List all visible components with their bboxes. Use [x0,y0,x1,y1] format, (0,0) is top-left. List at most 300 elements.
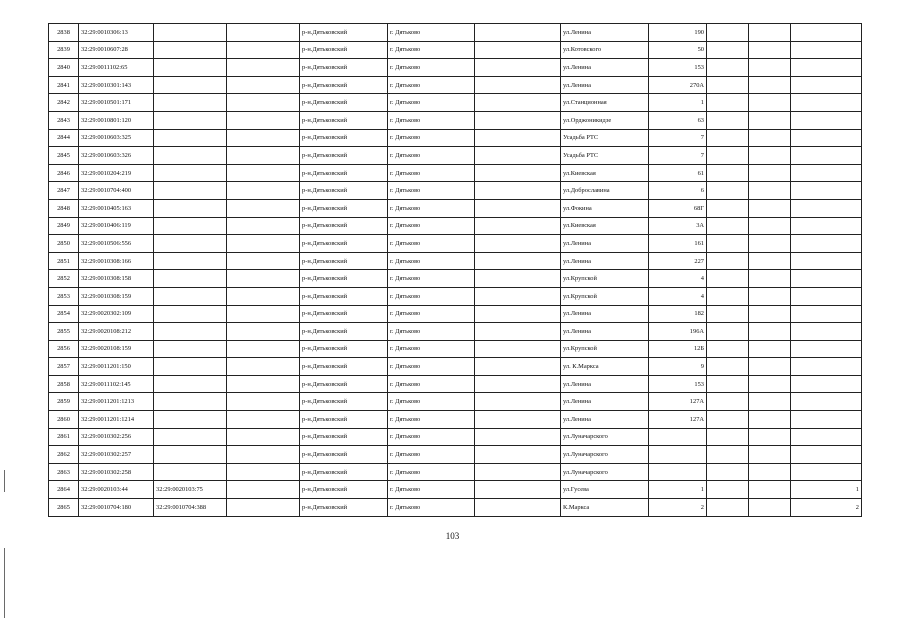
last-column-cell [791,164,862,182]
empty-cell [227,393,300,411]
cadastral-number-cell: 32:29:0010308:159 [79,287,154,305]
empty-cell [749,76,791,94]
empty-cell [227,428,300,446]
related-cadastral-cell [154,147,227,165]
last-column-cell [791,358,862,376]
district-cell: р-н.Дятьковский [300,287,388,305]
empty-cell [707,340,749,358]
empty-cell [475,217,561,235]
empty-cell [475,199,561,217]
house-number-cell: 153 [649,375,707,393]
cadastral-number-cell: 32:29:0020302:109 [79,305,154,323]
row-number-cell: 2842 [49,94,79,112]
street-cell: ул.Фокина [561,199,649,217]
last-column-cell [791,24,862,42]
empty-cell [749,164,791,182]
house-number-cell: 68Г [649,199,707,217]
row-number-cell: 2865 [49,499,79,517]
last-column-cell [791,340,862,358]
row-number-cell: 2858 [49,375,79,393]
empty-cell [749,340,791,358]
empty-cell [227,375,300,393]
street-cell: ул.Ленина [561,59,649,77]
empty-cell [227,446,300,464]
related-cadastral-cell [154,164,227,182]
street-cell: ул.Ленина [561,375,649,393]
house-number-cell: 2 [649,499,707,517]
cadastral-number-cell: 32:29:0010302:257 [79,446,154,464]
row-number-cell: 2841 [49,76,79,94]
empty-cell [749,375,791,393]
district-cell: р-н.Дятьковский [300,428,388,446]
town-cell: г. Дятьково [388,358,475,376]
cadastral-number-cell: 32:29:0011102:65 [79,59,154,77]
empty-cell [475,323,561,341]
last-column-cell [791,182,862,200]
row-number-cell: 2859 [49,393,79,411]
related-cadastral-cell [154,446,227,464]
house-number-cell: 127А [649,411,707,429]
last-column-cell [791,393,862,411]
empty-cell [475,463,561,481]
empty-cell [475,428,561,446]
last-column-cell [791,94,862,112]
cadastral-number-cell: 32:29:0010405:163 [79,199,154,217]
table-row [49,393,862,411]
row-number-cell: 2847 [49,182,79,200]
district-cell: р-н.Дятьковский [300,499,388,517]
cadastral-number-cell: 32:29:0010506:556 [79,235,154,253]
row-number-cell: 2848 [49,199,79,217]
empty-cell [749,323,791,341]
cadastral-number-cell: 32:29:0010204:219 [79,164,154,182]
empty-cell [707,323,749,341]
empty-cell [749,252,791,270]
town-cell: г. Дятьково [388,94,475,112]
last-column-cell [791,463,862,481]
empty-cell [475,270,561,288]
table-row [49,428,862,446]
town-cell: г. Дятьково [388,305,475,323]
related-cadastral-cell [154,182,227,200]
cadastral-number-cell: 32:29:0020108:159 [79,340,154,358]
related-cadastral-cell: 32:29:0020103:75 [154,481,227,499]
related-cadastral-cell: 32:29:0010704:388 [154,499,227,517]
last-column-cell [791,111,862,129]
row-number-cell: 2854 [49,305,79,323]
last-column-cell [791,199,862,217]
town-cell: г. Дятьково [388,340,475,358]
street-cell: К.Маркса [561,499,649,517]
empty-cell [749,24,791,42]
house-number-cell: 153 [649,59,707,77]
related-cadastral-cell [154,76,227,94]
empty-cell [749,59,791,77]
last-column-cell [791,252,862,270]
empty-cell [475,235,561,253]
empty-cell [475,446,561,464]
last-column-cell [791,375,862,393]
house-number-cell [649,446,707,464]
row-number-cell: 2838 [49,24,79,42]
related-cadastral-cell [154,252,227,270]
district-cell: р-н.Дятьковский [300,340,388,358]
town-cell: г. Дятьково [388,129,475,147]
district-cell: р-н.Дятьковский [300,323,388,341]
empty-cell [707,76,749,94]
town-cell: г. Дятьково [388,182,475,200]
empty-cell [475,164,561,182]
table-row [49,252,862,270]
empty-cell [707,270,749,288]
empty-cell [475,111,561,129]
table-row [49,305,862,323]
table-row [49,463,862,481]
cadastral-number-cell: 32:29:0010406:119 [79,217,154,235]
town-cell: г. Дятьково [388,463,475,481]
register-table-body [49,24,862,517]
street-cell: ул.Луначарского [561,446,649,464]
district-cell: р-н.Дятьковский [300,358,388,376]
empty-cell [475,182,561,200]
empty-cell [707,41,749,59]
house-number-cell: 6 [649,182,707,200]
empty-cell [707,164,749,182]
house-number-cell: 4 [649,287,707,305]
empty-cell [227,164,300,182]
house-number-cell: 227 [649,252,707,270]
street-cell: ул.Луначарского [561,463,649,481]
cadastral-number-cell: 32:29:0010603:326 [79,147,154,165]
empty-cell [475,393,561,411]
empty-cell [707,147,749,165]
town-cell: г. Дятьково [388,499,475,517]
empty-cell [749,94,791,112]
row-number-cell: 2843 [49,111,79,129]
empty-cell [707,252,749,270]
last-column-cell [791,41,862,59]
street-cell: ул.Ленина [561,252,649,270]
empty-cell [227,340,300,358]
table-row [49,411,862,429]
last-column-cell [791,270,862,288]
empty-cell [707,24,749,42]
district-cell: р-н.Дятьковский [300,182,388,200]
town-cell: г. Дятьково [388,428,475,446]
register-table [48,23,862,517]
related-cadastral-cell [154,305,227,323]
row-number-cell: 2857 [49,358,79,376]
last-column-cell [791,76,862,94]
table-row [49,76,862,94]
table-row [49,147,862,165]
empty-cell [227,217,300,235]
table-row [49,481,862,499]
empty-cell [227,199,300,217]
row-number-cell: 2864 [49,481,79,499]
related-cadastral-cell [154,129,227,147]
house-number-cell: 196А [649,323,707,341]
empty-cell [227,270,300,288]
related-cadastral-cell [154,41,227,59]
table-row [49,217,862,235]
row-number-cell: 2863 [49,463,79,481]
empty-cell [749,305,791,323]
last-column-cell: 2 [791,499,862,517]
empty-cell [749,499,791,517]
house-number-cell: 7 [649,147,707,165]
empty-cell [475,129,561,147]
empty-cell [707,305,749,323]
empty-cell [227,24,300,42]
street-cell: ул.Киевская [561,164,649,182]
row-number-cell: 2856 [49,340,79,358]
empty-cell [227,287,300,305]
cadastral-number-cell: 32:29:0010302:256 [79,428,154,446]
town-cell: г. Дятьково [388,252,475,270]
scan-edge-mark [4,470,5,492]
empty-cell [475,41,561,59]
related-cadastral-cell [154,358,227,376]
related-cadastral-cell [154,340,227,358]
empty-cell [475,76,561,94]
district-cell: р-н.Дятьковский [300,393,388,411]
district-cell: р-н.Дятьковский [300,446,388,464]
house-number-cell: 1 [649,481,707,499]
table-row [49,499,862,517]
street-cell: ул.Ленина [561,411,649,429]
house-number-cell: 1 [649,94,707,112]
empty-cell [475,305,561,323]
empty-cell [707,411,749,429]
street-cell: ул.Ленина [561,323,649,341]
table-row [49,270,862,288]
district-cell: р-н.Дятьковский [300,235,388,253]
cadastral-number-cell: 32:29:0011102:145 [79,375,154,393]
page-number: 103 [445,531,460,541]
street-cell: ул.Крупской [561,340,649,358]
district-cell: р-н.Дятьковский [300,411,388,429]
row-number-cell: 2840 [49,59,79,77]
related-cadastral-cell [154,199,227,217]
last-column-cell [791,59,862,77]
related-cadastral-cell [154,463,227,481]
empty-cell [227,111,300,129]
related-cadastral-cell [154,24,227,42]
row-number-cell: 2860 [49,411,79,429]
town-cell: г. Дятьково [388,24,475,42]
last-column-cell: 1 [791,481,862,499]
related-cadastral-cell [154,111,227,129]
related-cadastral-cell [154,59,227,77]
town-cell: г. Дятьково [388,217,475,235]
house-number-cell: 61 [649,164,707,182]
district-cell: р-н.Дятьковский [300,199,388,217]
row-number-cell: 2853 [49,287,79,305]
district-cell: р-н.Дятьковский [300,59,388,77]
table-row [49,287,862,305]
empty-cell [707,129,749,147]
empty-cell [475,358,561,376]
row-number-cell: 2849 [49,217,79,235]
empty-cell [475,287,561,305]
street-cell: ул.Крупской [561,287,649,305]
house-number-cell [649,428,707,446]
empty-cell [707,199,749,217]
empty-cell [707,428,749,446]
house-number-cell: 161 [649,235,707,253]
town-cell: г. Дятьково [388,76,475,94]
house-number-cell [649,463,707,481]
town-cell: г. Дятьково [388,199,475,217]
row-number-cell: 2852 [49,270,79,288]
district-cell: р-н.Дятьковский [300,217,388,235]
row-number-cell: 2851 [49,252,79,270]
district-cell: р-н.Дятьковский [300,463,388,481]
empty-cell [227,147,300,165]
empty-cell [227,358,300,376]
cadastral-number-cell: 32:29:0010302:258 [79,463,154,481]
empty-cell [749,358,791,376]
district-cell: р-н.Дятьковский [300,111,388,129]
house-number-cell: 50 [649,41,707,59]
table-row [49,111,862,129]
empty-cell [749,182,791,200]
empty-cell [475,147,561,165]
street-cell: Усадьба РТС [561,147,649,165]
district-cell: р-н.Дятьковский [300,305,388,323]
last-column-cell [791,147,862,165]
cadastral-number-cell: 32:29:0010308:166 [79,252,154,270]
empty-cell [227,41,300,59]
empty-cell [749,287,791,305]
empty-cell [227,481,300,499]
house-number-cell: 270А [649,76,707,94]
empty-cell [475,411,561,429]
row-number-cell: 2861 [49,428,79,446]
empty-cell [707,481,749,499]
table-row [49,375,862,393]
empty-cell [227,499,300,517]
district-cell: р-н.Дятьковский [300,129,388,147]
empty-cell [707,393,749,411]
row-number-cell: 2846 [49,164,79,182]
town-cell: г. Дятьково [388,147,475,165]
empty-cell [749,235,791,253]
empty-cell [707,499,749,517]
table-row [49,199,862,217]
cadastral-number-cell: 32:29:0020108:212 [79,323,154,341]
street-cell: ул.Орджоникидзе [561,111,649,129]
house-number-cell: 4 [649,270,707,288]
house-number-cell: 7 [649,129,707,147]
empty-cell [707,111,749,129]
district-cell: р-н.Дятьковский [300,147,388,165]
last-column-cell [791,411,862,429]
district-cell: р-н.Дятьковский [300,270,388,288]
empty-cell [227,94,300,112]
last-column-cell [791,305,862,323]
town-cell: г. Дятьково [388,411,475,429]
empty-cell [707,463,749,481]
district-cell: р-н.Дятьковский [300,41,388,59]
cadastral-number-cell: 32:29:0010306:13 [79,24,154,42]
town-cell: г. Дятьково [388,164,475,182]
empty-cell [475,24,561,42]
related-cadastral-cell [154,428,227,446]
table-row [49,129,862,147]
empty-cell [749,199,791,217]
related-cadastral-cell [154,217,227,235]
empty-cell [227,305,300,323]
empty-cell [475,252,561,270]
empty-cell [227,129,300,147]
last-column-cell [791,323,862,341]
street-cell: ул.Ленина [561,76,649,94]
last-column-cell [791,428,862,446]
empty-cell [749,111,791,129]
house-number-cell: 63 [649,111,707,129]
scan-edge-mark [4,548,5,618]
related-cadastral-cell [154,411,227,429]
street-cell: ул. К.Маркса [561,358,649,376]
district-cell: р-н.Дятьковский [300,24,388,42]
empty-cell [749,270,791,288]
table-row [49,94,862,112]
empty-cell [227,323,300,341]
town-cell: г. Дятьково [388,235,475,253]
cadastral-number-cell: 32:29:0011201:1214 [79,411,154,429]
row-number-cell: 2839 [49,41,79,59]
town-cell: г. Дятьково [388,481,475,499]
district-cell: р-н.Дятьковский [300,375,388,393]
empty-cell [749,446,791,464]
house-number-cell: 127А [649,393,707,411]
district-cell: р-н.Дятьковский [300,252,388,270]
table-row [49,59,862,77]
empty-cell [749,428,791,446]
street-cell: ул.Луначарского [561,428,649,446]
related-cadastral-cell [154,393,227,411]
related-cadastral-cell [154,287,227,305]
street-cell: ул.Ленина [561,393,649,411]
row-number-cell: 2845 [49,147,79,165]
town-cell: г. Дятьково [388,59,475,77]
table-row [49,24,862,42]
street-cell: ул.Станционная [561,94,649,112]
empty-cell [475,499,561,517]
table-row [49,41,862,59]
town-cell: г. Дятьково [388,287,475,305]
empty-cell [707,59,749,77]
empty-cell [707,182,749,200]
related-cadastral-cell [154,323,227,341]
related-cadastral-cell [154,270,227,288]
empty-cell [707,358,749,376]
last-column-cell [791,129,862,147]
town-cell: г. Дятьково [388,375,475,393]
empty-cell [707,375,749,393]
cadastral-number-cell: 32:29:0010607:28 [79,41,154,59]
related-cadastral-cell [154,94,227,112]
empty-cell [475,94,561,112]
table-row [49,164,862,182]
empty-cell [707,217,749,235]
street-cell: ул.Киевская [561,217,649,235]
last-column-cell [791,446,862,464]
table-row [49,235,862,253]
empty-cell [475,59,561,77]
